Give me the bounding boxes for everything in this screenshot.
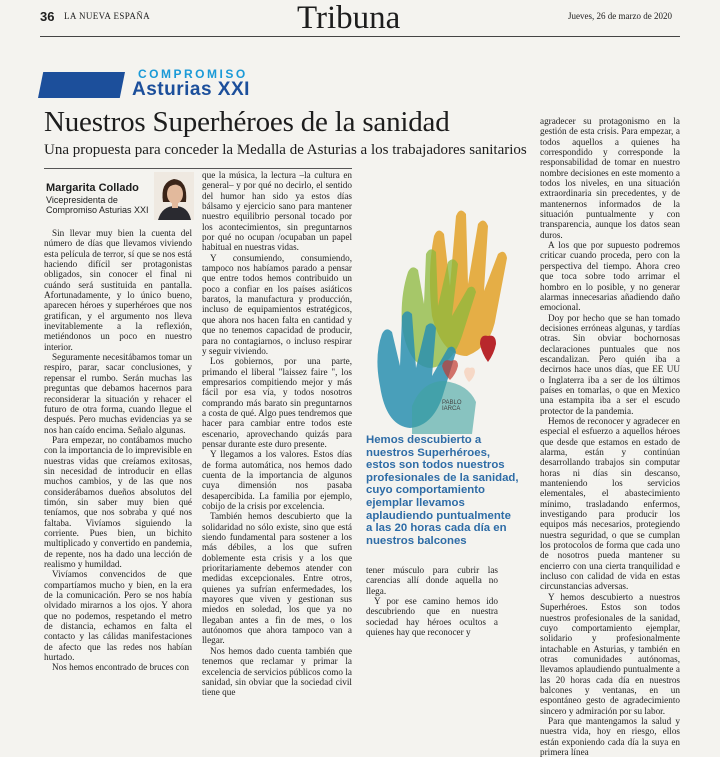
- paragraph: Vivíamos convencidos de que compartíamos mucho y bien, en la era de la comunicación. Pero se nos había olvidado mirarnos a los ojos. Y ahora que no podemos, respetando el metro de distancia, echamos en falta el contacto y las cálidas manifestaciones de afecto que las redes nos habían hurtado.: [44, 569, 192, 663]
- brand-kicker: COMPROMISO: [138, 67, 248, 81]
- paragraph: Doy por hecho que se han tomado decisiones erróneas algunas, y tardías otras. Sin obviar bochornosas declaraciones puntuales que nos escandalizan. Pero quién iba a decirnos hace unos días, que EE UU o Inglaterra iba a ser de los últimos países en tomarlas, o que en Mexico una estampita iba a ser el escudo protector de la pandemia.: [540, 312, 680, 416]
- brand-bar: [38, 72, 125, 98]
- paragraph: Seguramente necesitábamos tomar un respiro, parar, sacar conclusiones, y repensar el rumbo. Serán muchas las preguntas que debamos hacernos para reconsiderar la situación y rehacer el futuro de otra forma, cuando llegue el después. Pero muchas evidencias ya se nos han caído encima. Señalo algunas.: [44, 352, 192, 435]
- article-column-2: [202, 170, 352, 698]
- newspaper-name: LA NUEVA ESPAÑA: [64, 11, 151, 21]
- article-column-3: [366, 565, 498, 637]
- pull-quote: Hemos descubierto a nuestros Superhéroes, estos son todos nuestros profesionales de la sanidad, cuyo comportamiento ejemplar llevamos aplaudiendo puntualmente a las 20 horas cada día en nuestros balcones: [366, 434, 519, 547]
- paragraph: Hemos de reconocer y agradecer en especial el esfuerzo a aquellos héroes que desde que estamos en estado de alarma, están y continúan desarrollando trabajos sin computar horas ni días sin descanso, manteniendo los servicios elementales, el abastecimiento mínimo, trasladando enfermos, investigando para producir los equipos más necesarios, protegiendo nuestra seguridad, o que se cumplan los protocolos de forma que cada uno de nosotros pueda mantener su encierro con una cierta tranquilidad e incluso con calidad de vida en estas circunstancias adversas.: [540, 415, 680, 592]
- article-headline: Nuestros Superhéroes de la sanidad: [44, 106, 450, 138]
- paragraph: Para empezar, no contábamos mucho con la importancia de lo imprevisible en nuestras vidas que creíamos exitosas, sin necesidad de introducir en ellas muchos cambios, y de las que nos considerábamos dueños absolutos del timón, sin saber muy bien qué teníamos, que nos sobraba y qué nos faltaba. Vivíamos siguiendo la corriente. Pues bien, un bichito multiplicado y convertido en pandemia, de repente, nos ha dado una lección de realismo y humildad.: [44, 434, 192, 569]
- paragraph: A los que por supuesto podremos criticar cuando proceda, pero con la perspectiva del tiempo. Ahora creo que toca sobre todo arrimar el hombro en lo posible, y no generar alarmas innecesarias añadiendo daño emocional.: [540, 240, 680, 313]
- brand-name: Asturias XXI: [132, 79, 250, 100]
- page-number: 36: [40, 9, 55, 24]
- paragraph: tener músculo para cubrir las carencias allí donde aquella no llega.: [366, 565, 498, 596]
- section-title: Tribuna: [297, 0, 401, 36]
- paragraph: que la música, la lectura –la cultura en general– y por qué no decirlo, el sentido del humor han sido ya estos días bálsamo y ejercicio sano para mantener nuestro equilibrio personal tocado por los acontecimientos, sin preguntarnos por qué no ocupan /ocupaban un papel habitual en nuestras vidas.: [202, 170, 352, 253]
- header-rule: [40, 36, 680, 37]
- paragraph: Nos hemos dado cuenta también que tenemos que reclamar y primar la excelencia de servicios públicos como la sanidad, sin obviar que la sociedad civil tiene que: [202, 645, 352, 698]
- issue-date: Jueves, 26 de marzo de 2020: [568, 11, 672, 21]
- paragraph: Y hemos descubierto a nuestros Superhéroes. Estos son todos nuestros profesionales de la sanidad, cuyo comportamiento ejemplar, solidario y profesionalmente intachable en Asturias, y también en otras comunidades autónomas, llevamos aplaudiendo puntualmente a las 20 horas cada día en nuestros balcones y ventanas, en un espontáneo gesto de agradecimiento sincero y admiración por su labor.: [540, 591, 680, 716]
- hands-illustration: [372, 176, 522, 434]
- paragraph: Los gobiernos, por una parte, primando el liberal "laissez faire ", los empresarios compitiendo mejor y más fácil por esa vía, y todos nosotros comprando más barato sin preguntarnos a costa de qué. Algo pues tendremos que hacer para cambiar entre todos este escenario, aprovechando quizás para pensar durante este duro presente.: [202, 356, 352, 449]
- paragraph: También hemos descubierto que la solidaridad no sólo existe, sino que está siendo fundamental para sostener a los más débiles, a los que sufren doblemente esta crisis y a los que prioritariamente debemos atender con medidas excepcionales. Entre otros, quienes ya sufrían enfermedades, los mayores que viven y gestionan sus miedos en soledad, los que ya no llegaban antes a fin de mes, o los autónomos que ahora tampoco van a llegar.: [202, 511, 352, 646]
- article-column-1: [44, 228, 192, 673]
- author-photo: [154, 172, 194, 220]
- paragraph: Para que mantengamos la salud y nuestra vida, hoy en riesgo, ellos están exponiendo cada día la suya en primera línea: [540, 715, 680, 757]
- author-role: Vicepresidenta de Compromiso Asturias XXI: [46, 195, 149, 215]
- paragraph: Y llegamos a los valores. Estos días de forma automática, nos hemos dado cuenta de la importancia de algunos cuya dimensión nos pasaba desapercibida. La familia por ejemplo, cobijo de la crisis por excelencia.: [202, 449, 352, 511]
- author-name: Margarita Collado: [46, 182, 139, 194]
- art-signature: PABLO IARCA: [442, 400, 462, 412]
- paragraph: Sin llevar muy bien la cuenta del número de días que llevamos viviendo esta película de terror, sí que se nos está haciendo difícil ser protagonistas obligados, sin conocer el final ni cuándo será sustituida en pantalla. Afortunadamente, y lo único bueno, aparecen héroes y superhéroes que nos gratifican, y el argumento nos lleva inevitablemente a la reflexión, metiéndonos un poco en nuestro interior.: [44, 228, 192, 352]
- paragraph: Nos hemos encontrado de bruces con: [52, 662, 190, 673]
- paragraph: agradecer su protagonismo en la gestión de esta crisis. Para empezar, a todos aquellos a quienes ha correspondido y corresponde la responsabilidad de tomar en nuestro nombre decisiones en este momento a todos los niveles, en una situación extraordinaria sin precedentes, y de mantenernos informados de la situación puntualmente y con transparencia, aunque los datos sean duros.: [540, 116, 680, 240]
- byline-rule: [44, 168, 352, 169]
- article-subhead: Una propuesta para conceder la Medalla de Asturias a los trabajadores sanitarios: [44, 142, 527, 158]
- paragraph: Y consumiendo, consumiendo, tampoco nos habíamos parado a pensar que entre todos hemos contribuido un poco a confiar en los países asiáticos baratos, la manufactura y producción, incluso de equipamientos estratégicos, que ahora nos hacen falta en cantidad y que no tenemos capacidad de producir, para no contagiarnos, o incluso respirar y seguir viviendo.: [202, 252, 352, 356]
- article-column-4: [540, 116, 680, 757]
- paragraph: Y por ese camino hemos ido descubriendo que en nuestra sociedad hay héroes ocultos a quienes hay que reconocer y: [366, 596, 498, 638]
